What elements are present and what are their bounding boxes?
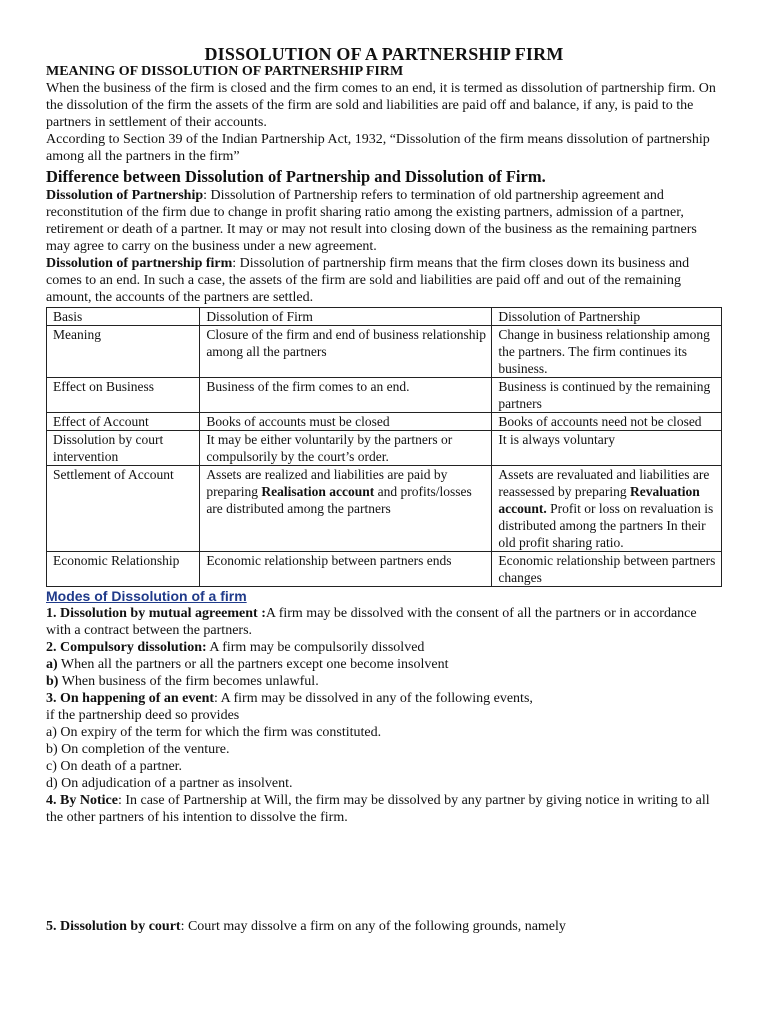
table-cell-basis: Settlement of Account bbox=[47, 466, 200, 552]
table-row bbox=[47, 466, 722, 552]
mode-5-label: 5. Dissolution by court bbox=[46, 919, 181, 934]
table-cell-partnership bbox=[492, 466, 722, 552]
table-cell-partnership: Business is continued by the remaining partners bbox=[492, 378, 722, 413]
mode-4-text: : In case of Partnership at Will, the firm may be dissolved by any partner by giving notice in writing to all the other partners of his intention to dissolve the firm. bbox=[46, 793, 710, 825]
mode-2b bbox=[46, 673, 722, 690]
cell-text: and profits/losses are distributed among the partners bbox=[206, 484, 472, 516]
mode-1-label: 1. Dissolution by mutual agreement : bbox=[46, 606, 266, 621]
mode-3c: c) On death of a partner. bbox=[46, 759, 183, 774]
mode-1-text: A firm may be dissolved with the consent of all the partners or in accordance with a contract between the partners. bbox=[46, 606, 697, 638]
table-cell-firm: Books of accounts must be closed bbox=[200, 413, 492, 431]
document-page bbox=[46, 0, 722, 935]
table-cell-basis: Effect of Account bbox=[47, 413, 200, 431]
mode-4 bbox=[46, 792, 722, 826]
mode-2a bbox=[46, 656, 722, 673]
dissolution-of-firm-paragraph bbox=[46, 255, 722, 306]
page-title: DISSOLUTION OF A PARTNERSHIP FIRM bbox=[204, 44, 564, 64]
table-cell-basis: Meaning bbox=[47, 326, 200, 378]
table-cell-firm: Economic relationship between partners ends bbox=[200, 552, 492, 587]
mode-2b-text: When business of the firm becomes unlawful. bbox=[58, 674, 319, 689]
meaning-heading: MEANING OF DISSOLUTION OF PARTNERSHIP FIRM bbox=[46, 64, 404, 79]
mode-2-text: A firm may be compulsorily dissolved bbox=[206, 640, 425, 655]
mode-2 bbox=[46, 639, 722, 656]
table-header-cell: Basis bbox=[47, 308, 200, 326]
table-cell-partnership: Books of accounts need not be closed bbox=[492, 413, 722, 431]
table-row bbox=[47, 552, 722, 587]
mode-2a-text: When all the partners or all the partners except one become insolvent bbox=[57, 657, 449, 672]
revaluation-account-term: Revaluation account. bbox=[498, 484, 700, 516]
section-39-paragraph: According to Section 39 of the Indian Partnership Act, 1932, “Dissolution of the firm means dissolution of partnership among all the partners in the firm” bbox=[46, 132, 710, 164]
modes-heading: Modes of Dissolution of a firm bbox=[46, 588, 247, 604]
dissolution-of-partnership-paragraph bbox=[46, 187, 722, 255]
mode-2b-label: b) bbox=[46, 674, 59, 689]
mode-5 bbox=[46, 918, 722, 935]
table-cell-firm: Closure of the firm and end of business relationship among all the partners bbox=[200, 326, 492, 378]
table-cell-partnership: It is always voluntary bbox=[492, 431, 722, 466]
mode-3-text: : A firm may be dissolved in any of the following events, bbox=[214, 691, 533, 706]
table-header-row bbox=[47, 308, 722, 326]
dp-label: Dissolution of Partnership bbox=[46, 188, 204, 203]
mode-3-line2: if the partnership deed so provides bbox=[46, 708, 240, 723]
table-cell-partnership: Change in business relationship among the partners. The firm continues its business. bbox=[492, 326, 722, 378]
table-row bbox=[47, 378, 722, 413]
mode-3-label: 3. On happening of an event bbox=[46, 691, 215, 706]
cell-text: Assets are revaluated and liabilities are reassessed by preparing bbox=[498, 467, 710, 499]
table-cell-firm: Business of the firm comes to an end. bbox=[200, 378, 492, 413]
difference-heading: Difference between Dissolution of Partnership and Dissolution of Firm. bbox=[46, 167, 546, 186]
mode-3a: a) On expiry of the term for which the firm was constituted. bbox=[46, 725, 382, 740]
df-label: Dissolution of partnership firm bbox=[46, 256, 233, 271]
table-row bbox=[47, 413, 722, 431]
mode-3 bbox=[46, 690, 722, 707]
realisation-account-term: Realisation account bbox=[261, 484, 375, 499]
mode-5-text: : Court may dissolve a firm on any of the following grounds, namely bbox=[180, 919, 566, 934]
table-cell-basis: Economic Relationship bbox=[47, 552, 200, 587]
mode-2-label: 2. Compulsory dissolution: bbox=[46, 640, 207, 655]
table-cell-basis: Effect on Business bbox=[47, 378, 200, 413]
table-row bbox=[47, 326, 722, 378]
mode-1 bbox=[46, 605, 722, 639]
table-header-cell: Dissolution of Firm bbox=[200, 308, 492, 326]
meaning-paragraph: When the business of the firm is closed and the firm comes to an end, it is termed as dissolution of partnership firm. On the dissolution of the firm the assets of the firm are sold and liabilities are paid off and balance, if any, is paid to the partners in settlement of their accounts. bbox=[46, 81, 716, 130]
table-cell-partnership: Economic relationship between partners changes bbox=[492, 552, 722, 587]
table-cell-basis: Dissolution by court intervention bbox=[47, 431, 200, 466]
table-header-cell: Dissolution of Partnership bbox=[492, 308, 722, 326]
mode-3b: b) On completion of the venture. bbox=[46, 742, 230, 757]
table-cell-firm bbox=[200, 466, 492, 552]
cell-text: Profit or loss on revaluation is distributed among the partners In their old profit sharing ratio. bbox=[498, 501, 714, 550]
table-row bbox=[47, 431, 722, 466]
mode-4-label: 4. By Notice bbox=[46, 793, 118, 808]
blank-space bbox=[46, 826, 722, 918]
mode-3d: d) On adjudication of a partner as insolvent. bbox=[46, 776, 293, 791]
dp-text: : Dissolution of Partnership refers to termination of old partnership agreement and reconstitution of the firm due to change in profit sharing ratio among the existing partners, admission of a partner, retirement or death of a partner. It may or may not result into closing down of the business as the remaining partners may agree to carry on the business under a new agreement. bbox=[46, 188, 697, 254]
comparison-table bbox=[46, 307, 722, 587]
cell-text: Assets are realized and liabilities are paid by preparing bbox=[206, 467, 448, 499]
mode-2a-label: a) bbox=[46, 657, 58, 672]
df-text: : Dissolution of partnership firm means that the firm closes down its business and comes to an end. In such a case, the assets of the firm are sold and liabilities are paid off and out of the remaining amount, the accounts of the partners are settled. bbox=[46, 256, 690, 305]
table-cell-firm: It may be either voluntarily by the partners or compulsorily by the court’s order. bbox=[200, 431, 492, 466]
